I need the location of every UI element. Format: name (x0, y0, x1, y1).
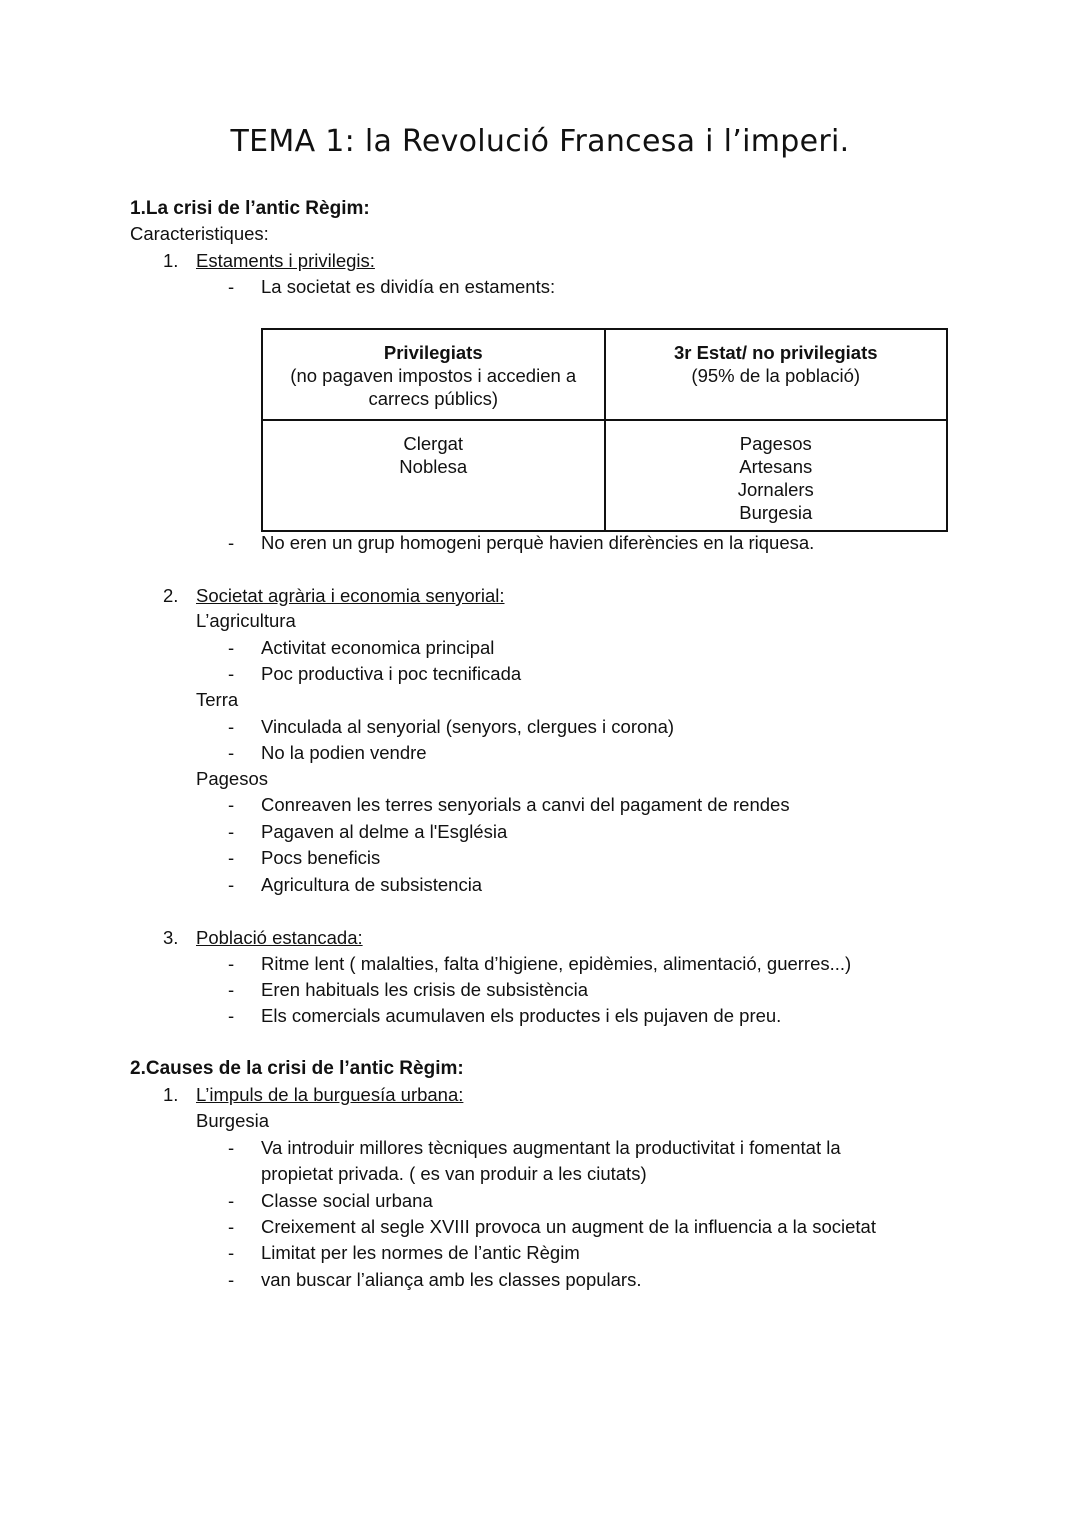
bullet-dash: - (228, 1242, 235, 1263)
column-title: Privilegiats (383, 342, 483, 363)
section-heading: 1.La crisi de l’antic Règim: (130, 198, 370, 219)
list-item: No eren un grup homogeni perquè havien diferències en la riquesa. (261, 532, 815, 553)
table-cell-text: Clergat (403, 433, 464, 454)
group-label: Terra (196, 689, 239, 710)
group-label: L’agricultura (196, 610, 296, 631)
list-number: 3. (163, 927, 179, 948)
list-number: 1. (163, 250, 179, 271)
bullet-dash: - (228, 979, 235, 1000)
list-item: Ritme lent ( malalties, falta d’higiene, epidèmies, alimentació, guerres...) (261, 953, 852, 974)
bullet-dash: - (228, 1269, 235, 1290)
table-cell-text: Pagesos (739, 433, 812, 454)
bullet-dash: - (228, 663, 235, 684)
list-item: No la podien vendre (261, 742, 427, 763)
bullet-dash: - (228, 821, 235, 842)
bullet-dash: - (228, 276, 235, 297)
list-item: Eren habituals les crisis de subsistència (261, 979, 588, 1000)
bullet-dash: - (228, 532, 235, 553)
bullet-dash: - (228, 716, 235, 737)
table-cell-text: Jornalers (737, 479, 814, 500)
list-item: Els comercials acumulaven els productes i els pujaven de preu. (261, 1005, 782, 1026)
subheading: L’impuls de la burguesía urbana: (196, 1084, 464, 1105)
table-cell-text: Burgesia (739, 502, 813, 523)
table-header-cell (605, 329, 948, 420)
table-header-cell (262, 329, 605, 420)
intro-text: Caracteristiques: (130, 223, 269, 244)
list-item: Pagaven al delme a l'Església (261, 821, 508, 842)
bullet-dash: - (228, 1216, 235, 1237)
list-item: Pocs beneficis (261, 847, 381, 868)
table-cell-text: Artesans (739, 456, 813, 477)
column-title: 3r Estat/ no privilegiats (673, 342, 878, 363)
table-cell (262, 420, 605, 531)
group-label: Pagesos (196, 768, 268, 789)
list-item: Activitat economica principal (261, 637, 495, 658)
bullet-dash: - (228, 742, 235, 763)
list-item: Creixement al segle XVIII provoca un augment de la influencia a la societat (261, 1216, 876, 1237)
list-number: 2. (163, 585, 179, 606)
table-cell (605, 420, 948, 531)
document-title: TEMA 1: la Revolució Francesa i l’imperi. (230, 124, 850, 159)
list-item-continuation: propietat privada. ( es van produir a les ciutats) (261, 1163, 647, 1184)
list-item: Poc productiva i poc tecnificada (261, 663, 522, 684)
column-subtitle: (95% de la població) (691, 365, 861, 386)
list-item: La societat es dividía en estaments: (261, 276, 556, 297)
estates-table (261, 328, 948, 532)
column-subtitle: (no pagaven impostos i accedien a carrecs públics) (290, 365, 577, 409)
bullet-dash: - (228, 1137, 235, 1158)
subheading: Estaments i privilegis: (196, 250, 375, 271)
group-label: Burgesia (196, 1110, 270, 1131)
bullet-dash: - (228, 953, 235, 974)
list-item: Vinculada al senyorial (senyors, clergues i corona) (261, 716, 675, 737)
list-number: 1. (163, 1084, 179, 1105)
table-cell-text: Noblesa (399, 456, 468, 477)
subheading: Societat agrària i economia senyorial: (196, 585, 505, 606)
section-heading: 2.Causes de la crisi de l’antic Règim: (130, 1058, 464, 1079)
list-item: van buscar l’aliança amb les classes populars. (261, 1269, 642, 1290)
list-item: Va introduir millores tècniques augmentant la productivitat i fomentat la (261, 1137, 841, 1158)
list-item: Limitat per les normes de l’antic Règim (261, 1242, 580, 1263)
list-item: Classe social urbana (261, 1190, 433, 1211)
list-item: Agricultura de subsistencia (261, 874, 483, 895)
subheading: Població estancada: (196, 927, 363, 948)
bullet-dash: - (228, 794, 235, 815)
bullet-dash: - (228, 637, 235, 658)
bullet-dash: - (228, 874, 235, 895)
bullet-dash: - (228, 1190, 235, 1211)
list-item: Conreaven les terres senyorials a canvi del pagament de rendes (261, 794, 790, 815)
bullet-dash: - (228, 847, 235, 868)
bullet-dash: - (228, 1005, 235, 1026)
